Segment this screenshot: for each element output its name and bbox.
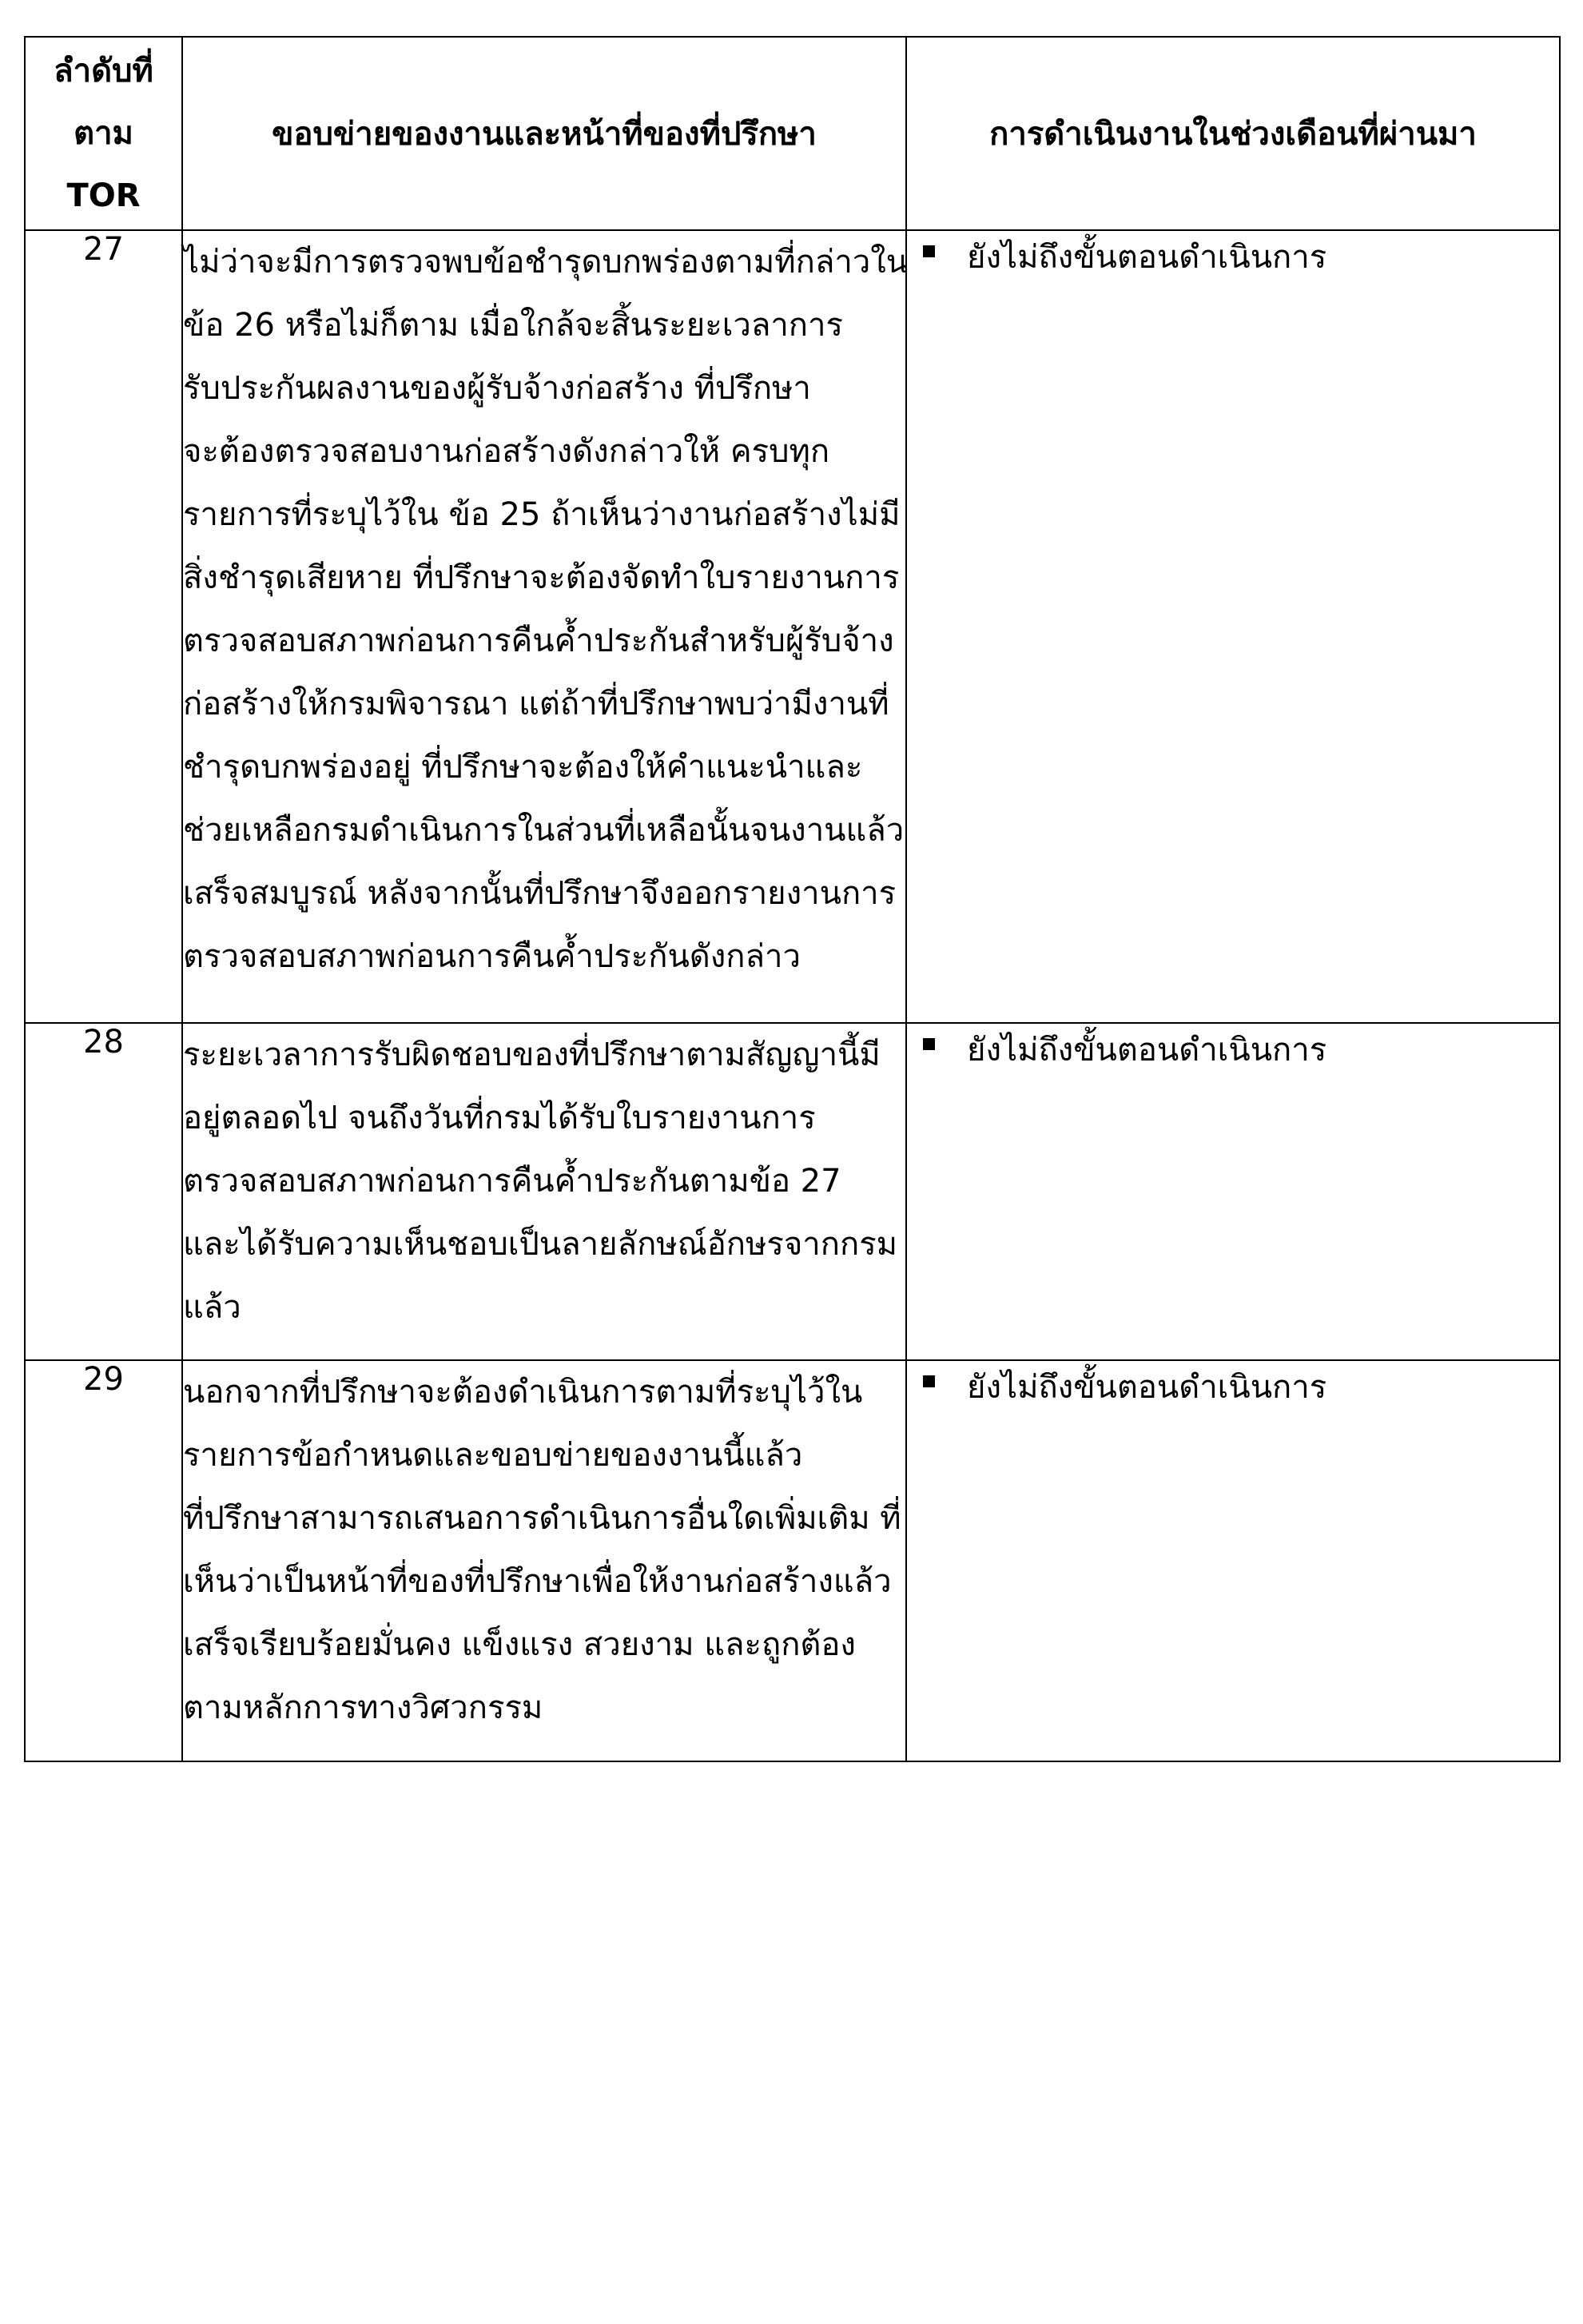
row-description: [182, 1360, 906, 1761]
description-line: ระยะเวลาการรับผิดชอบของที่ปรึกษาตามสัญญานี้มี: [183, 1037, 881, 1073]
description-line: ตรวจสอบสภาพก่อนการคืนค้ำประกันตามข้อ 27: [183, 1163, 841, 1200]
status-item: [907, 1361, 1559, 1412]
row-status: [906, 230, 1560, 1023]
description-line: นอกจากที่ปรึกษาจะต้องดำเนินการตามที่ระบุไว้ใน: [183, 1374, 863, 1411]
description-line: รายการข้อกำหนดและขอบข่ายของงานนี้แล้ว: [183, 1437, 803, 1474]
description-line: สิ่งชำรุดเสียหาย ที่ปรึกษาจะต้องจัดทำใบรายงานการ: [183, 559, 900, 596]
description-line: อยู่ตลอดไป จนถึงวันที่กรมได้รับใบรายงานการ: [183, 1100, 816, 1136]
description-line: เห็นว่าเป็นหน้าที่ของที่ปรึกษาเพื่อให้งานก่อสร้างแล้ว: [183, 1563, 892, 1600]
header-tor-number: [25, 37, 182, 230]
header-progress: การดำเนินงานในช่วงเดือนที่ผ่านมา: [906, 37, 1560, 230]
status-text: ยังไม่ถึงขั้นตอนดำเนินการ: [967, 239, 1327, 276]
description-line: และได้รับความเห็นชอบเป็นลายลักษณ์อักษรจากกรม: [183, 1226, 898, 1263]
header-scope: ขอบข่ายของงานและหน้าที่ของที่ปรึกษา: [182, 37, 906, 230]
row-status: [906, 1023, 1560, 1360]
description-line: แล้ว: [183, 1289, 241, 1326]
description-line: ไม่ว่าจะมีการตรวจพบข้อชำรุดบกพร่องตามที่กล่าวใน: [183, 244, 909, 281]
description-line: รับประกันผลงานของผู้รับจ้างก่อสร้าง ที่ปรึกษา: [183, 370, 811, 407]
row-number: 27: [25, 230, 182, 1023]
header-tor-number-line-2: ตาม: [74, 115, 133, 152]
status-item: [907, 231, 1559, 282]
square-bullet-icon: [923, 1375, 935, 1387]
description-line: เสร็จเรียบร้อยมั่นคง แข็งแรง สวยงาม และถูกต้อง: [183, 1626, 856, 1663]
description-line: เสร็จสมบูรณ์ หลังจากนั้นที่ปรึกษาจึงออกรายงานการ: [183, 875, 897, 912]
table-row: [25, 230, 1560, 1023]
description-line: ก่อสร้างให้กรมพิจารณา แต่ถ้าที่ปรึกษาพบว่ามีงานที่: [183, 686, 889, 722]
description-line: ชำรุดบกพร่องอยู่ ที่ปรึกษาจะต้องให้คำแนะนำและ: [183, 749, 863, 786]
header-tor-number-line-3: TOR: [66, 177, 141, 214]
description-line: ช่วยเหลือกรมดำเนินการในส่วนที่เหลือนั้นจนงานแล้ว: [183, 812, 905, 849]
description-line: จะต้องตรวจสอบงานก่อสร้างดังกล่าวให้ ครบทุก: [183, 433, 830, 470]
row-number: 28: [25, 1023, 182, 1360]
square-bullet-icon: [923, 245, 935, 257]
status-text: ยังไม่ถึงขั้นตอนดำเนินการ: [967, 1369, 1327, 1406]
description-line: ที่ปรึกษาสามารถเสนอการดำเนินการอื่นใดเพิ่มเติม ที่: [183, 1500, 901, 1537]
table-header-row: [25, 37, 1560, 230]
tor-progress-table: [24, 36, 1561, 1762]
description-line: รายการที่ระบุไว้ใน ข้อ 25 ถ้าเห็นว่างานก่อสร้างไม่มี: [183, 496, 901, 533]
table-row: [25, 1360, 1560, 1761]
row-description: [182, 1023, 906, 1360]
row-description: [182, 230, 909, 1023]
square-bullet-icon: [923, 1038, 935, 1050]
header-tor-number-line-1: ลำดับที่: [54, 53, 153, 90]
description-line: ตรวจสอบสภาพก่อนการคืนค้ำประกันดังกล่าว: [183, 938, 801, 975]
description-line: ข้อ 26 หรือไม่ก็ตาม เมื่อใกล้จะสิ้นระยะเวลาการ: [183, 307, 843, 344]
status-item: [907, 1024, 1559, 1075]
description-line: ตามหลักการทางวิศวกรรม: [183, 1689, 543, 1726]
table-row: [25, 1023, 1560, 1360]
row-status: [906, 1360, 1560, 1761]
status-text: ยังไม่ถึงขั้นตอนดำเนินการ: [967, 1032, 1327, 1068]
description-line: ตรวจสอบสภาพก่อนการคืนค้ำประกันสำหรับผู้รับจ้าง: [183, 623, 894, 659]
row-number: 29: [25, 1360, 182, 1761]
